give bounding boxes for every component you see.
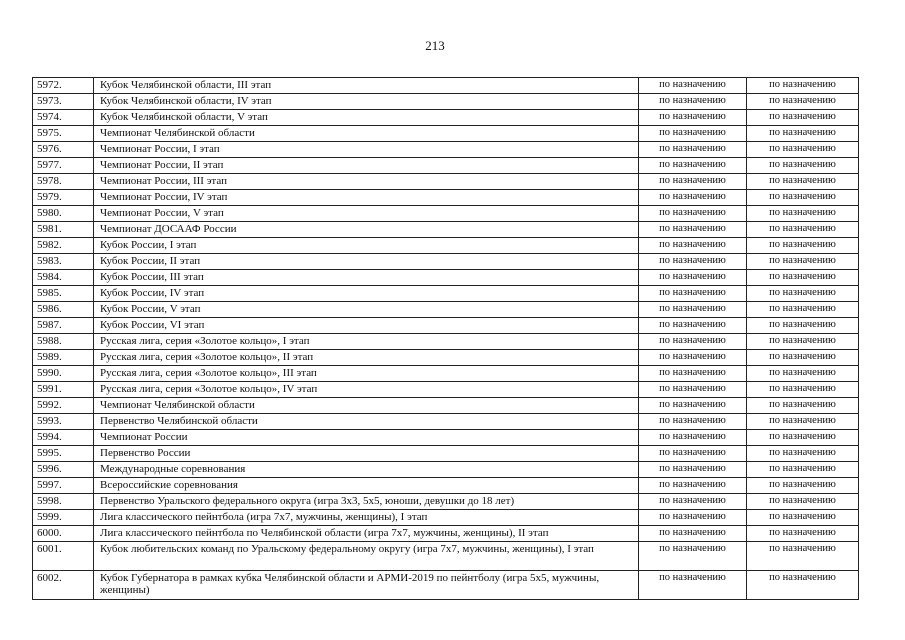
row-number-cell: 5981. [33,222,94,238]
event-name-cell: Первенство России [94,446,639,462]
row-number-cell: 5980. [33,206,94,222]
table-row [33,206,859,222]
event-name-cell: Лига классического пейнтбола (игра 7х7, мужчины, женщины), I этап [94,510,639,526]
event-name-cell: Русская лига, серия «Золотое кольцо», IV этап [94,382,639,398]
assignment-cell-2: по назначению [747,302,859,318]
assignment-cell-2: по назначению [747,526,859,542]
row-number-cell: 5989. [33,350,94,366]
table-row [33,398,859,414]
row-number-cell: 5985. [33,286,94,302]
assignment-cell-1: по назначению [639,174,747,190]
event-name-cell: Лига классического пейнтбола по Челябинской области (игра 7х7, мужчины, женщины), II этап [94,526,639,542]
table-row [33,478,859,494]
row-number-cell: 5982. [33,238,94,254]
row-number-cell: 5992. [33,398,94,414]
event-name-cell: Первенство Уральского федерального округа (игра 3х3, 5х5, юноши, девушки до 18 лет) [94,494,639,510]
assignment-cell-2: по назначению [747,414,859,430]
event-name-cell: Русская лига, серия «Золотое кольцо», I этап [94,334,639,350]
event-name-cell: Кубок России, III этап [94,270,639,286]
events-table [32,77,859,600]
row-number-cell: 5972. [33,78,94,94]
assignment-cell-2: по назначению [747,190,859,206]
assignment-cell-1: по назначению [639,446,747,462]
assignment-cell-2: по назначению [747,126,859,142]
assignment-cell-2: по назначению [747,238,859,254]
table-row [33,302,859,318]
assignment-cell-1: по назначению [639,430,747,446]
event-name-cell: Кубок Губернатора в рамках кубка Челябинской области и АРМИ-2019 по пейнтболу (игра 5х5, мужчины, женщины) [94,571,639,600]
table-row [33,174,859,190]
row-number-cell: 5978. [33,174,94,190]
assignment-cell-2: по назначению [747,206,859,222]
assignment-cell-2: по назначению [747,94,859,110]
assignment-cell-2: по назначению [747,510,859,526]
event-name-cell: Первенство Челябинской области [94,414,639,430]
row-number-cell: 5993. [33,414,94,430]
assignment-cell-2: по назначению [747,78,859,94]
assignment-cell-2: по назначению [747,382,859,398]
assignment-cell-1: по назначению [639,270,747,286]
row-number-cell: 5990. [33,366,94,382]
event-name-cell: Кубок России, IV этап [94,286,639,302]
assignment-cell-2: по назначению [747,110,859,126]
assignment-cell-1: по назначению [639,366,747,382]
table-row [33,366,859,382]
assignment-cell-2: по назначению [747,334,859,350]
row-number-cell: 5994. [33,430,94,446]
row-number-cell: 5998. [33,494,94,510]
table-row [33,318,859,334]
event-name-cell: Чемпионат ДОСААФ России [94,222,639,238]
event-name-cell: Кубок Челябинской области, IV этап [94,94,639,110]
assignment-cell-1: по назначению [639,318,747,334]
assignment-cell-2: по назначению [747,222,859,238]
event-name-cell: Всероссийские соревнования [94,478,639,494]
assignment-cell-2: по назначению [747,494,859,510]
table-row [33,254,859,270]
assignment-cell-1: по назначению [639,382,747,398]
event-name-cell: Кубок России, I этап [94,238,639,254]
event-name-cell: Кубок России, VI этап [94,318,639,334]
assignment-cell-1: по назначению [639,398,747,414]
event-name-cell: Международные соревнования [94,462,639,478]
assignment-cell-1: по назначению [639,158,747,174]
table-row [33,571,859,600]
table-row [33,158,859,174]
assignment-cell-1: по назначению [639,206,747,222]
assignment-cell-1: по назначению [639,414,747,430]
event-name-cell: Чемпионат России, I этап [94,142,639,158]
assignment-cell-2: по назначению [747,542,859,571]
row-number-cell: 5986. [33,302,94,318]
assignment-cell-1: по назначению [639,142,747,158]
event-name-cell: Кубок любительских команд по Уральскому федеральному округу (игра 7х7, мужчины, женщины), I этап [94,542,639,571]
table-row [33,446,859,462]
row-number-cell: 5997. [33,478,94,494]
event-name-cell: Чемпионат Челябинской области [94,126,639,142]
row-number-cell: 5979. [33,190,94,206]
assignment-cell-2: по назначению [747,158,859,174]
assignment-cell-2: по назначению [747,571,859,600]
table-row [33,78,859,94]
row-number-cell: 6001. [33,542,94,571]
table-row [33,190,859,206]
assignment-cell-2: по назначению [747,478,859,494]
table-row [33,350,859,366]
page-number: 213 [425,38,445,53]
table-row [33,270,859,286]
table-row [33,494,859,510]
row-number-cell: 5984. [33,270,94,286]
row-number-cell: 5987. [33,318,94,334]
event-name-cell: Чемпионат России, III этап [94,174,639,190]
event-name-cell: Кубок Челябинской области, V этап [94,110,639,126]
assignment-cell-2: по назначению [747,446,859,462]
assignment-cell-1: по назначению [639,286,747,302]
row-number-cell: 5991. [33,382,94,398]
table-row [33,462,859,478]
assignment-cell-2: по назначению [747,350,859,366]
table-row [33,238,859,254]
assignment-cell-1: по назначению [639,334,747,350]
assignment-cell-1: по назначению [639,571,747,600]
assignment-cell-2: по назначению [747,366,859,382]
row-number-cell: 5983. [33,254,94,270]
assignment-cell-1: по назначению [639,126,747,142]
assignment-cell-1: по назначению [639,222,747,238]
assignment-cell-1: по назначению [639,302,747,318]
assignment-cell-2: по назначению [747,462,859,478]
row-number-cell: 5996. [33,462,94,478]
assignment-cell-1: по назначению [639,526,747,542]
table-row [33,414,859,430]
table-row [33,286,859,302]
assignment-cell-1: по назначению [639,238,747,254]
table-row [33,222,859,238]
table-row [33,542,859,571]
row-number-cell: 5988. [33,334,94,350]
assignment-cell-1: по назначению [639,78,747,94]
row-number-cell: 5995. [33,446,94,462]
event-name-cell: Кубок Челябинской области, III этап [94,78,639,94]
assignment-cell-2: по назначению [747,318,859,334]
row-number-cell: 5974. [33,110,94,126]
assignment-cell-1: по назначению [639,494,747,510]
assignment-cell-2: по назначению [747,174,859,190]
event-name-cell: Чемпионат России, II этап [94,158,639,174]
assignment-cell-1: по назначению [639,542,747,571]
row-number-cell: 5973. [33,94,94,110]
table-row [33,110,859,126]
table-row [33,126,859,142]
events-table-body [33,78,859,600]
assignment-cell-1: по назначению [639,510,747,526]
assignment-cell-1: по назначению [639,478,747,494]
assignment-cell-2: по назначению [747,142,859,158]
assignment-cell-2: по назначению [747,254,859,270]
assignment-cell-1: по назначению [639,94,747,110]
assignment-cell-2: по назначению [747,270,859,286]
event-name-cell: Русская лига, серия «Золотое кольцо», II этап [94,350,639,366]
row-number-cell: 5976. [33,142,94,158]
row-number-cell: 6000. [33,526,94,542]
event-name-cell: Чемпионат России [94,430,639,446]
row-number-cell: 6002. [33,571,94,600]
table-row [33,94,859,110]
row-number-cell: 5975. [33,126,94,142]
assignment-cell-2: по назначению [747,286,859,302]
assignment-cell-1: по назначению [639,110,747,126]
event-name-cell: Кубок России, II этап [94,254,639,270]
assignment-cell-2: по назначению [747,430,859,446]
table-row [33,510,859,526]
event-name-cell: Русская лига, серия «Золотое кольцо», III этап [94,366,639,382]
assignment-cell-1: по назначению [639,254,747,270]
table-row [33,334,859,350]
table-row [33,382,859,398]
assignment-cell-1: по назначению [639,462,747,478]
table-row [33,526,859,542]
assignment-cell-1: по назначению [639,190,747,206]
assignment-cell-2: по назначению [747,398,859,414]
event-name-cell: Чемпионат России, IV этап [94,190,639,206]
event-name-cell: Чемпионат России, V этап [94,206,639,222]
event-name-cell: Кубок России, V этап [94,302,639,318]
table-row [33,142,859,158]
row-number-cell: 5999. [33,510,94,526]
row-number-cell: 5977. [33,158,94,174]
event-name-cell: Чемпионат Челябинской области [94,398,639,414]
table-row [33,430,859,446]
assignment-cell-1: по назначению [639,350,747,366]
